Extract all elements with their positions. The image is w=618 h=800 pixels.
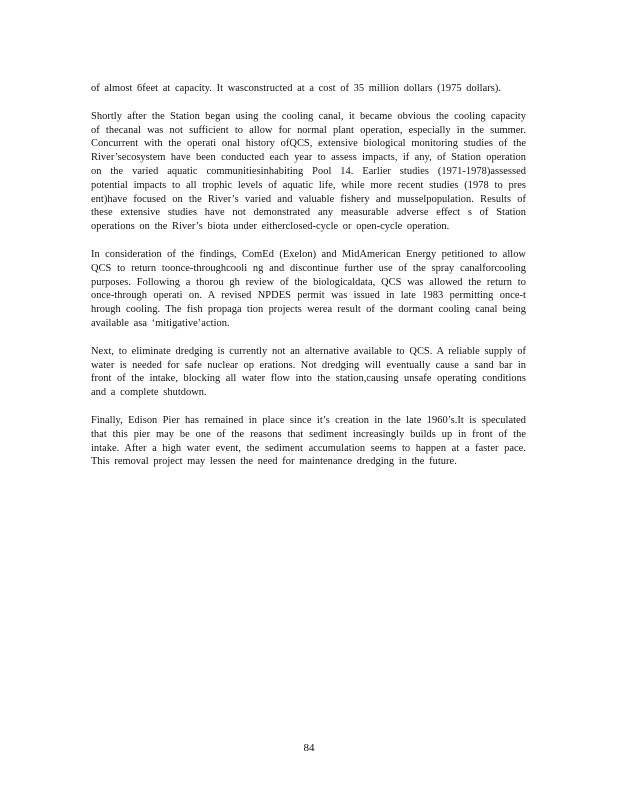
paragraph-once-through-cooling: In consideration of the findings, ComEd (Exelon) and MidAmerican Energy petitioned to allow QCS to return toonce-throughcooli ng and discontinue further use of the spray canalforcooling purposes. Following a thorou gh review of the biologicaldata, QCS was allowed the return to once-through operati on. A revised NPDES permit was issued in late 1983 permitting once-t hrough cooling. The fish propaga tion projects werea result of the dormant cooling canal being available asa ‘mitigative’action. <box>91 248 526 329</box>
page-number: 84 <box>303 742 315 754</box>
paragraph-dredging: Next, to eliminate dredging is currently not an alternative available to QCS. A reliable supply of water is needed for safe nuclear op erations. Not dredging will eventually cause a sand bar in front of the intake, blocking all water flow into the station,causing unsafe operating conditions and a complete shutdown. <box>91 345 526 399</box>
paragraph-edison-pier: Finally, Edison Pier has remained in place since it’s creation in the late 1960’s.It is speculated that this pier may be one of the reasons that sediment increasingly builds up in front of the intake. After a high water event, the sediment accumulation seems to happen at a faster pace. This removal project may lessen the need for maintenance dredging in the future. <box>91 414 526 468</box>
body-text <box>91 82 526 483</box>
paragraph-capacity-cost: of almost 6feet at capacity. It wasconstructed at a cost of 35 million dollars (1975 dollars). <box>91 83 501 94</box>
paragraph-cooling-canal-studies: Shortly after the Station began using the cooling canal, it became obvious the cooling capacity of thecanal was not sufficient to allow for normal plant operation, especially in the summer. Concurrent with the operati onal history ofQCS, extensive biological monitoring studies of the River’secosystem have been conducted each year to assess impacts, if any, of Station operation on the varied aquatic communitiesinhabiting Pool 14. Earlier studies (1971-1978)assessed potential impacts to all trophic levels of aquatic life, while more recent studies (1978 to pres ent)have focused on the River’s varied and valuable fishery and musselpopulation. Results of these extensive studies have not demonstrated any measurable adverse effect s of Station operations on the River’s biota under eitherclosed-cycle or open-cycle operation. <box>91 110 526 233</box>
